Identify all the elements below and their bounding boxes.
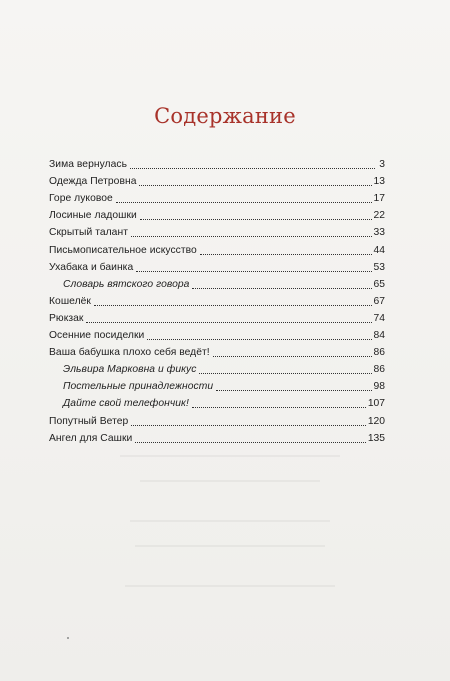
dot-leader	[200, 253, 372, 255]
toc-entry-title: Письмописательное искусство	[49, 244, 197, 256]
toc-page-number: 17	[373, 193, 385, 205]
dot-leader	[216, 389, 371, 391]
toc-entry	[49, 171, 385, 188]
toc-entry-title: Горе луковое	[49, 193, 113, 205]
toc-page-number: 22	[373, 210, 385, 222]
toc-entry	[49, 325, 385, 342]
toc-page-number: 107	[367, 398, 385, 410]
toc-entry-title: Осенние посиделки	[49, 330, 145, 342]
toc-page-number: 86	[373, 364, 385, 376]
dot-leader	[140, 218, 372, 220]
dot-leader	[192, 287, 371, 289]
toc-page-number: 13	[373, 176, 385, 188]
toc-entry-title: Зима вернулась	[49, 159, 128, 171]
toc-entry-title: Ваша бабушка плохо себя ведёт!	[49, 347, 210, 359]
page-speck	[67, 637, 69, 639]
toc-subentry	[49, 376, 385, 393]
toc-subentry	[49, 393, 385, 410]
dot-leader	[192, 406, 366, 408]
toc-page-number: 33	[373, 227, 385, 239]
dot-leader	[94, 304, 372, 306]
toc-entry	[49, 428, 385, 445]
toc-entry	[49, 239, 385, 256]
toc-page-number: 65	[373, 278, 385, 290]
dot-leader	[131, 424, 366, 426]
dot-leader	[147, 338, 371, 340]
toc-entry-title: Лосиные ладошки	[49, 210, 137, 222]
toc-entry-title: Рюкзак	[49, 312, 84, 324]
toc-page-number: 86	[373, 347, 385, 359]
toc-page-number: 120	[367, 415, 385, 427]
bleed-through-line	[125, 585, 335, 587]
toc-entry	[49, 205, 385, 222]
toc-entry	[49, 154, 385, 171]
toc-page-number: 98	[373, 381, 385, 393]
toc-subentry	[49, 359, 385, 376]
bleed-through-line	[135, 545, 325, 547]
toc-page-number: 44	[373, 244, 385, 256]
dot-leader	[116, 201, 372, 203]
toc-entry-title: Словарь вятского говора	[63, 278, 190, 290]
toc-page-number: 135	[367, 432, 385, 444]
dot-leader	[86, 321, 371, 323]
page-title: Содержание	[154, 104, 296, 128]
toc-entry	[49, 410, 385, 427]
bleed-through-line	[140, 480, 320, 482]
dot-leader	[136, 270, 371, 272]
toc-entry-title: Одежда Петровна	[49, 176, 137, 188]
toc-entry-title: Кошелёк	[49, 295, 91, 307]
dot-leader	[139, 184, 371, 186]
toc-entry	[49, 291, 385, 308]
toc-page-number: 67	[373, 295, 385, 307]
toc-entry-title: Дайте свой телефончик!	[63, 398, 189, 410]
toc-entry	[49, 308, 385, 325]
toc-entry-title: Ангел для Сашки	[49, 432, 133, 444]
toc-page-number: 74	[373, 312, 385, 324]
toc-entry-title: Постельные принадлежности	[63, 381, 214, 393]
dot-leader	[130, 167, 375, 169]
dot-leader	[131, 235, 372, 237]
dot-leader	[135, 441, 365, 443]
toc-entry-title: Скрытый талант	[49, 227, 128, 239]
table-of-contents	[49, 154, 385, 445]
dot-leader	[213, 355, 372, 357]
toc-page-number: 84	[373, 330, 385, 342]
toc-entry	[49, 257, 385, 274]
toc-entry-title: Попутный Ветер	[49, 415, 129, 427]
dot-leader	[199, 372, 371, 374]
toc-page-number: 3	[379, 159, 385, 171]
toc-page-number: 53	[373, 261, 385, 273]
toc-entry	[49, 188, 385, 205]
toc-entry-title: Ухабака и баинка	[49, 261, 134, 273]
toc-entry	[49, 222, 385, 239]
bleed-through-line	[130, 520, 330, 522]
bleed-through-line	[120, 455, 340, 457]
toc-subentry	[49, 274, 385, 291]
toc-entry	[49, 342, 385, 359]
toc-entry-title: Эльвира Марковна и фикус	[63, 364, 197, 376]
